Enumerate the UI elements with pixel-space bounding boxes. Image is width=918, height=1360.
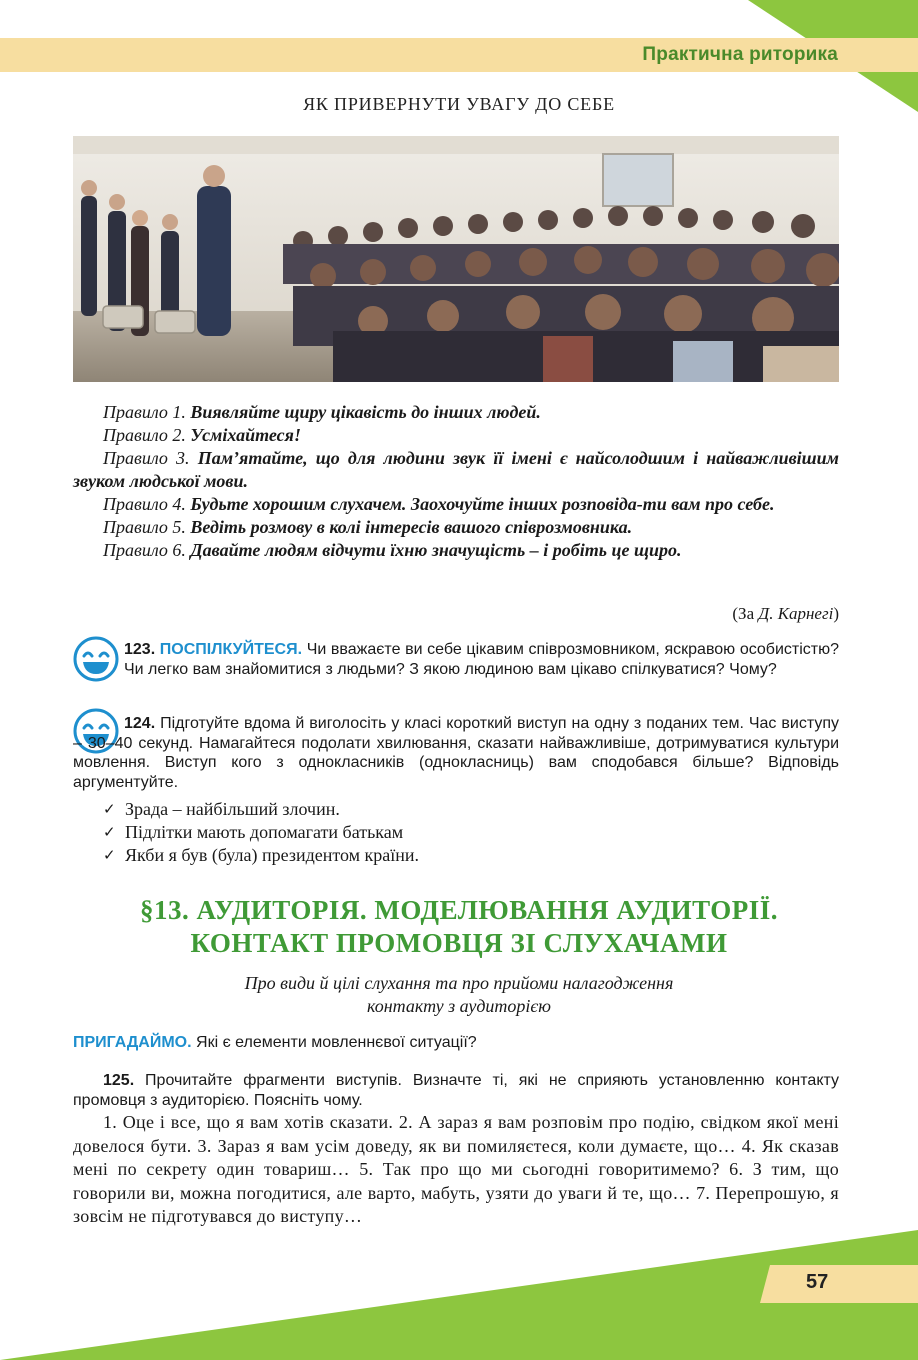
rules-list (73, 401, 839, 562)
rule-4: Правило 4. Будьте хорошим слухачем. Заохочуйте інших розповіда-ти вам про себе. (103, 494, 775, 514)
rule-1: Правило 1. Виявляйте щиру цікавість до інших людей. (103, 402, 541, 422)
rule-5: Правило 5. Ведіть розмову в колі інтересів вашого співрозмовника. (103, 517, 633, 537)
source-attribution: (За Д. Карнегі) (732, 604, 839, 623)
section-subtitle: Про види й цілі слухання та про прийоми налагодження контакту з аудиторією (244, 973, 674, 1016)
list-item: ✓ Підлітки мають допомагати батькам (103, 822, 404, 842)
check-icon: ✓ (103, 823, 116, 841)
topic-list (103, 798, 419, 867)
rule-2: Правило 2. Усміхайтеся! (103, 425, 301, 445)
recall-prompt: ПРИГАДАЙМО. Які є елементи мовленнєвої ситуації? (73, 1034, 477, 1051)
task-124: 124. Підготуйте вдома й виголосіть у класі короткий виступ на одну з поданих тем. Час виступу – 30–40 секунд. Намагайтеся подолати хвилювання, сказати найважливіше, дотримуватися культури мовлення. Виступ кого з однокласників (однокласниць) вам сподобався більше? Відповідь аргументуйте. (73, 715, 839, 791)
page-number: 57 (806, 1271, 829, 1293)
list-item: ✓ Зрада – найбільший злочин. (103, 799, 340, 819)
check-icon: ✓ (103, 846, 116, 864)
page-number-box (760, 1265, 918, 1303)
page-heading: ЯК ПРИВЕРНУТИ УВАГУ ДО СЕБЕ (303, 94, 615, 114)
seminar-audience-photo (73, 136, 839, 382)
speech-fragments: 1. Оце і все, що я вам хотів сказати. 2. А зараз я вам розповім про подію, свідком якої мені довелося бути. 3. Зараз я вам усім доведу, як ви помиляєтеся, коли думаєте, що… 4. Як сказав мені по секрету один товариш… 5. Так про що ми сьогодні говоритимемо? 6. З тим, що говорили ви, можна погодитися, але варто, мабуть, узяти до уваги й те, що… 7. Перепрошую, я зовсім не підготувався до виступу… (73, 1112, 839, 1226)
task-123: 123. ПОСПІЛКУЙТЕСЯ. Чи вважаєте ви себе цікавим співрозмовником, яскравою особистістю? Чи легко вам знайомитися з людьми? З якою людиною вам цікаво спілкуватися? Чому? (124, 641, 840, 678)
list-item: ✓ Якби я був (була) президентом країни. (103, 845, 420, 865)
check-icon: ✓ (103, 800, 116, 818)
section-title: §13. АУДИТОРІЯ. МОДЕЛЮВАННЯ АУДИТОРІЇ. КОНТАКТ ПРОМОВЦЯ ЗІ СЛУХАЧАМИ (139, 895, 779, 958)
rule-3: Правило 3. Пам’ятайте, що для людини звук її імені є найсолодшим і найважливішим звуком людської мови. (73, 448, 839, 491)
task-125: 125. Прочитайте фрагменти виступів. Визначте ті, які не сприяють установленню контакту промовця з аудиторією. Поясніть чому. (73, 1072, 840, 1109)
rule-6: Правило 6. Давайте людям відчути їхню значущість – і робіть це щиро. (103, 540, 682, 560)
smiley-face-icon (73, 636, 119, 682)
section-label: Практична риторика (642, 44, 838, 65)
